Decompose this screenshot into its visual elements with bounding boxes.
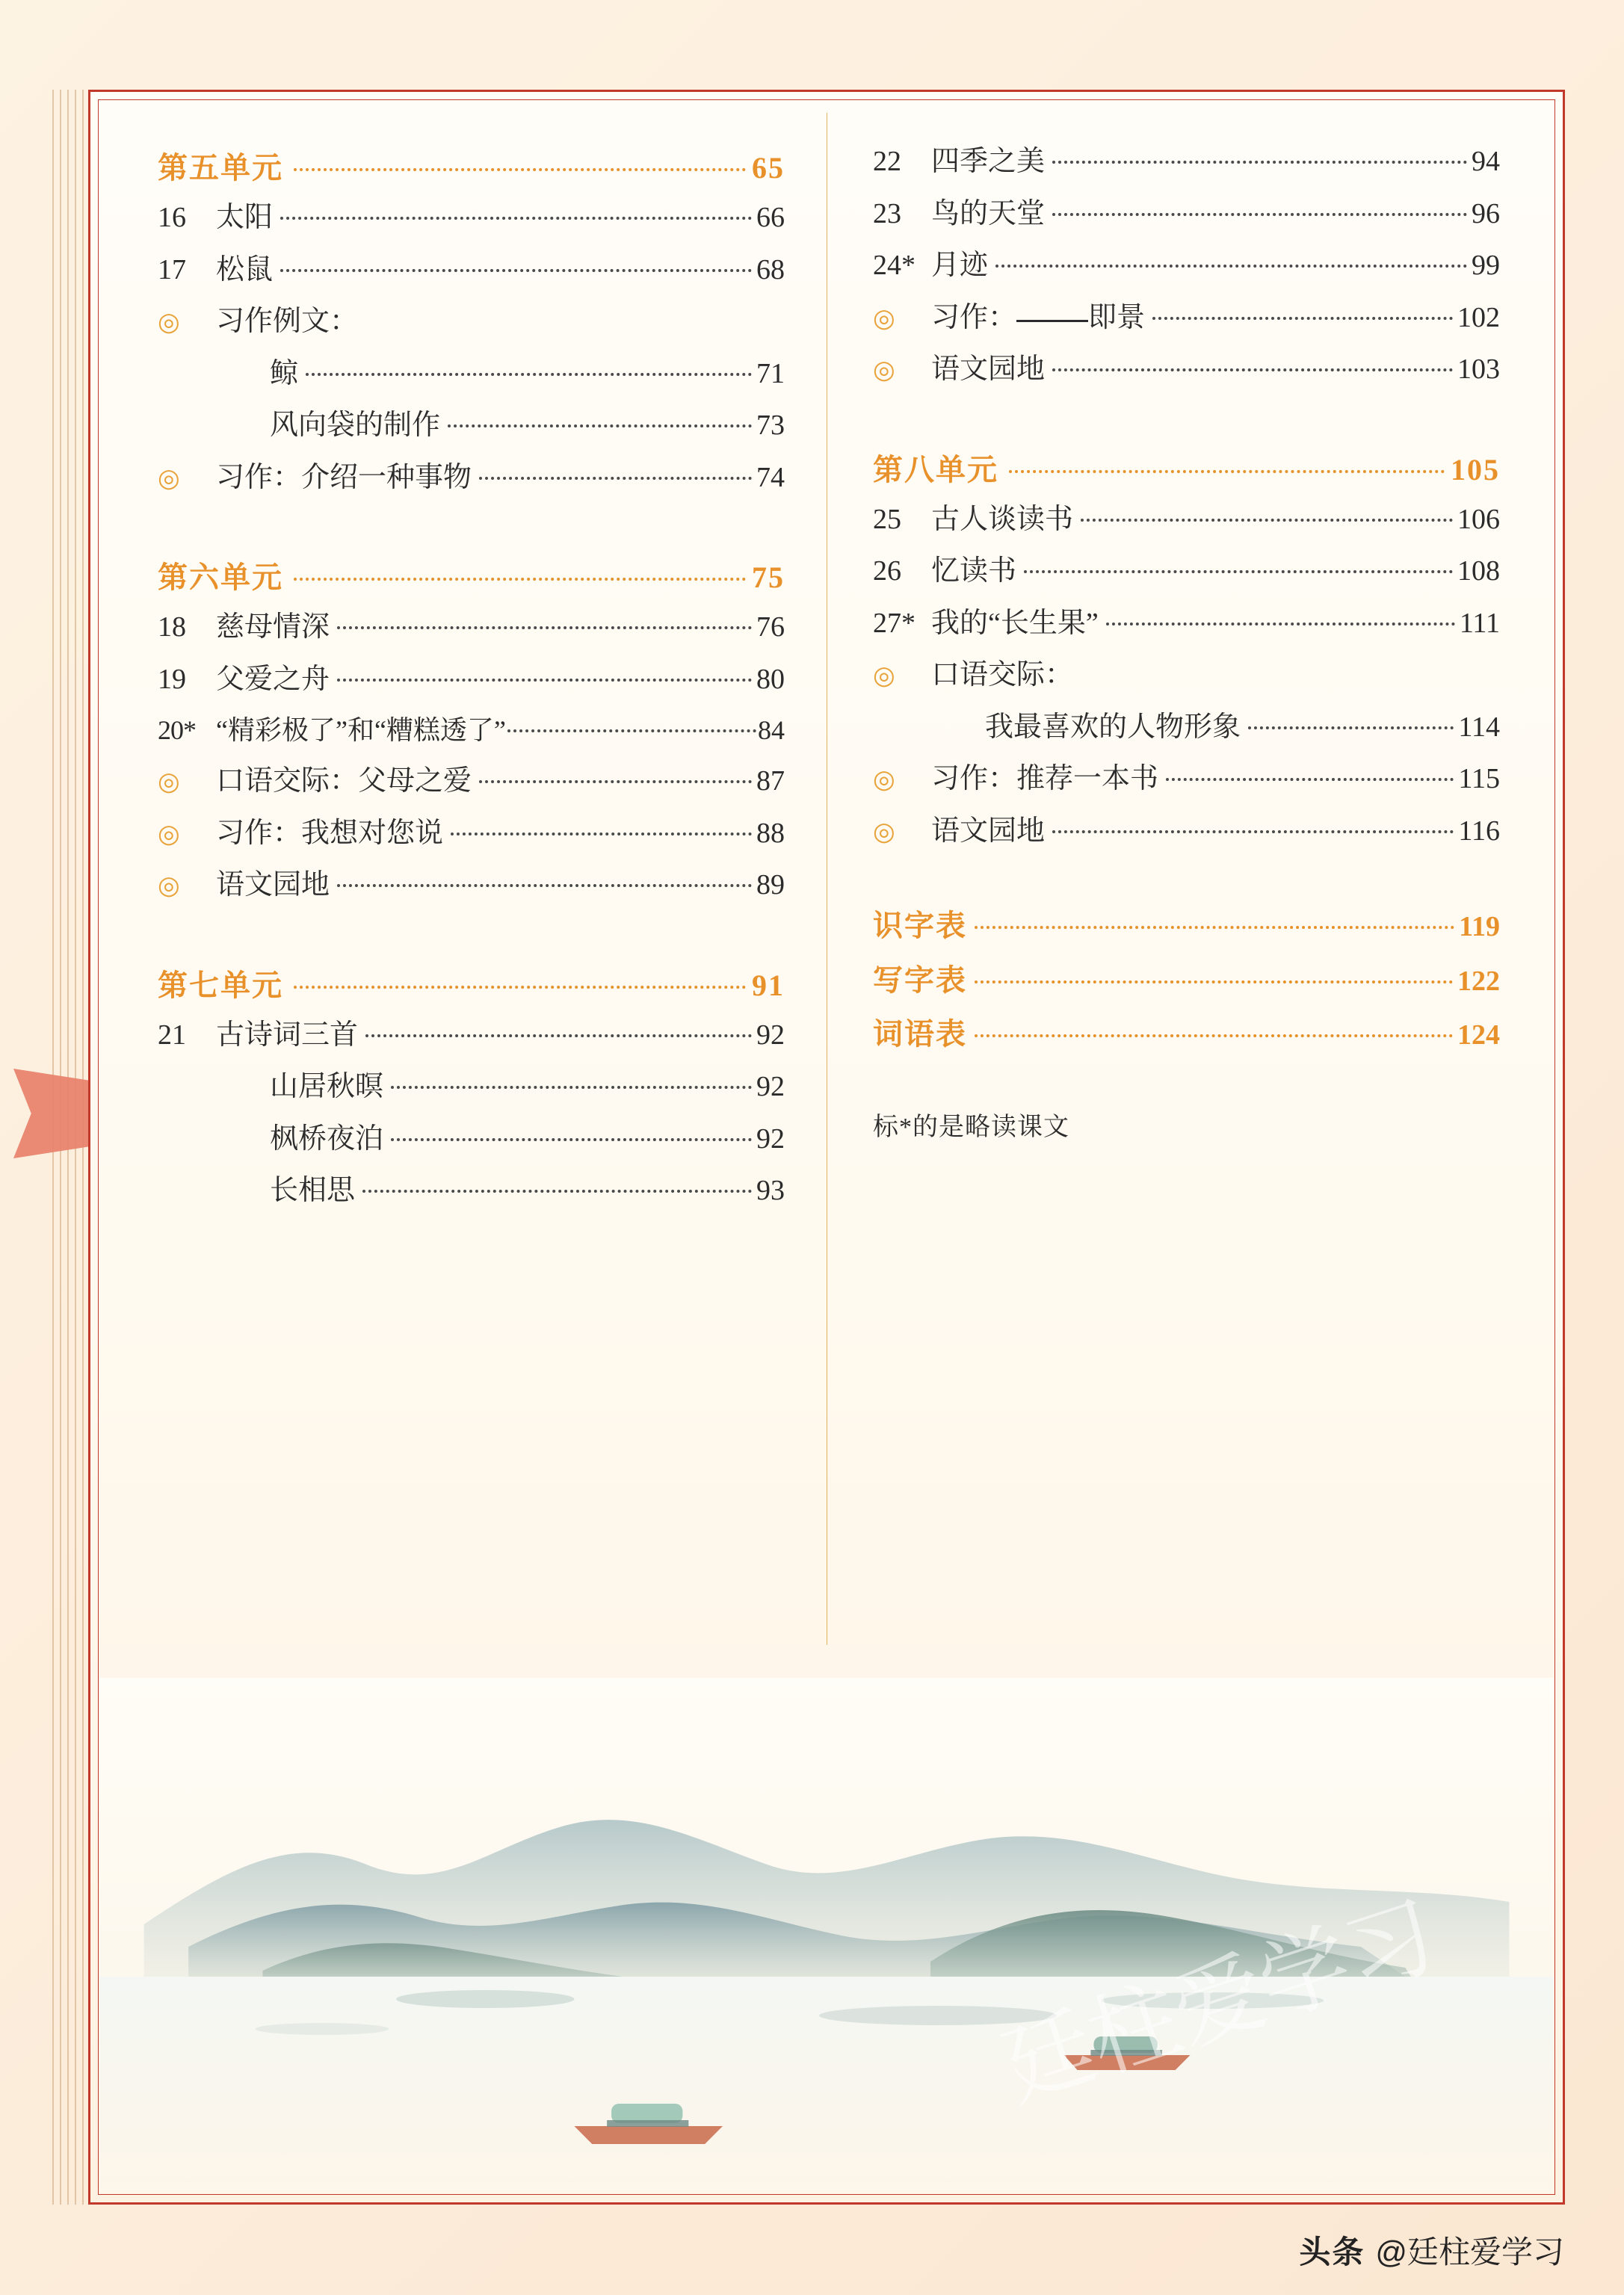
entry-page: 87 [756, 765, 785, 797]
toc-entry[interactable] [158, 304, 785, 340]
leader-dots [306, 373, 752, 376]
toc-entry[interactable] [158, 714, 785, 747]
leader-dots [391, 1138, 752, 1141]
toc-entry[interactable] [158, 764, 785, 800]
entry-title: 语文园地 [931, 353, 1046, 385]
entry-page: 119 [1459, 911, 1500, 942]
entry-page: 122 [1457, 965, 1500, 997]
entry-title: 长相思 [270, 1175, 356, 1206]
entry-title: 古人谈读书 [931, 503, 1074, 535]
entry-title: 松鼠 [216, 253, 274, 285]
toc-entry[interactable] [873, 710, 1500, 746]
leader-dots [337, 679, 752, 682]
entry-number: 20* [158, 715, 196, 745]
entry-title: 慈母情深 [216, 611, 330, 643]
entry-page: 92 [756, 1071, 785, 1102]
leader-dots [1052, 213, 1467, 216]
leader-dots [280, 217, 752, 220]
section-gap [158, 512, 785, 554]
entry-title: 习作：介绍一种事物 [216, 461, 472, 493]
entry-title: 语文园地 [931, 815, 1046, 847]
entry-page: 71 [756, 357, 785, 389]
backmatter-list [873, 907, 1500, 1054]
entry-page: 102 [1457, 301, 1500, 333]
leader-dots [479, 780, 752, 783]
toc-entry[interactable] [873, 300, 1500, 336]
landscape-illustration [99, 1678, 1554, 2193]
entry-number: 24* [873, 250, 916, 281]
entry-number: 26 [873, 555, 901, 587]
toc-entry[interactable] [873, 814, 1500, 850]
entry-title: 习作例文： [216, 306, 359, 337]
unit-heading-8-page: 105 [1451, 452, 1500, 487]
entry-title-suffix: 即景 [1088, 301, 1146, 333]
entry-page: 92 [756, 1019, 785, 1051]
entry-number: 27* [873, 607, 916, 639]
leader-dots [1052, 161, 1467, 164]
entry-page: 115 [1458, 763, 1500, 794]
footer-source: 头条 [1299, 2234, 1365, 2270]
entry-page: 111 [1459, 607, 1500, 639]
leader-dots [975, 926, 1454, 929]
entry-number: 19 [158, 663, 186, 695]
fill-in-blank [1016, 320, 1088, 322]
entry-title: 鲸 [270, 357, 299, 389]
footer-author: @廷柱爱学习 [1375, 2234, 1564, 2270]
toc-entry[interactable] [158, 1122, 785, 1158]
entry-page: 74 [756, 461, 785, 493]
bookmark-ribbon [13, 1069, 94, 1158]
entry-page: 96 [1472, 197, 1500, 229]
toc-entry[interactable] [158, 356, 785, 392]
circle-bullet-icon: ◎ [873, 662, 895, 690]
toc-entry[interactable] [873, 144, 1500, 180]
entry-page: 73 [756, 410, 785, 441]
entry-title: 口语交际：父母之爱 [216, 765, 472, 797]
entry-number: 17 [158, 253, 186, 285]
entry-page: 99 [1472, 250, 1500, 281]
entry-page: 124 [1457, 1019, 1500, 1051]
entry-number: 23 [873, 197, 901, 229]
toc-entry[interactable] [158, 1018, 785, 1054]
circle-bullet-icon: ◎ [873, 356, 895, 384]
entry-title: 习作：推荐一本书 [931, 763, 1159, 794]
footnote: 标*的是略读课文 [873, 1113, 1069, 1141]
unit-heading-8[interactable] [873, 446, 1500, 489]
toc-entry[interactable] [873, 554, 1500, 590]
entry-title: “精彩极了”和“糟糕透了” [216, 715, 506, 745]
toc-entry[interactable] [873, 352, 1500, 388]
entry-page: 76 [756, 611, 785, 643]
unit-heading-5-title: 第五单元 [158, 151, 283, 185]
section-gap [873, 404, 1500, 446]
toc-right-column [827, 122, 1533, 1639]
leader-dots [391, 1086, 752, 1089]
entry-number: 22 [873, 146, 901, 177]
entry-title: 语文园地 [216, 869, 330, 901]
watermark: 廷柱爱学习 [990, 1883, 1450, 2121]
toc-entry[interactable] [158, 610, 785, 646]
entry-page: 106 [1457, 503, 1500, 535]
entry-page: 68 [756, 253, 785, 285]
toc-entry[interactable] [873, 197, 1500, 232]
leader-dots [365, 1034, 752, 1037]
entry-title: 鸟的天堂 [931, 197, 1046, 229]
entry-number: 16 [158, 202, 186, 233]
leader-dots [1081, 519, 1453, 522]
leader-dots [1152, 317, 1453, 320]
content-frame [88, 90, 1565, 2205]
toc-entry[interactable] [158, 1173, 785, 1209]
entry-title: 山居秋暝 [270, 1071, 384, 1102]
leader-dots [362, 1190, 752, 1193]
entry-title: 风向袋的制作 [270, 410, 441, 441]
entry-page: 89 [756, 869, 785, 901]
entry-page: 94 [1472, 146, 1500, 177]
section-gap [158, 920, 785, 962]
unit-heading-5-page: 65 [752, 151, 785, 185]
circle-bullet-icon: ◎ [873, 304, 895, 333]
toc-entry[interactable] [873, 1016, 1500, 1054]
circle-bullet-icon: ◎ [873, 818, 895, 846]
circle-bullet-icon: ◎ [873, 766, 895, 794]
entry-title: 词语表 [873, 1017, 967, 1051]
leader-dots [975, 980, 1453, 983]
toc-entry[interactable] [873, 762, 1500, 797]
leader-dots [451, 833, 752, 835]
entry-page: 92 [756, 1122, 785, 1155]
leader-dots [479, 477, 752, 480]
unit-heading-6-title: 第六单元 [158, 560, 283, 594]
entry-title: 四季之美 [931, 146, 1046, 177]
unit-heading-7-page: 91 [752, 968, 785, 1002]
toc-entry[interactable] [158, 253, 785, 288]
section-gap [873, 865, 1500, 907]
leader-dots [1248, 726, 1454, 729]
toc-entry[interactable] [873, 962, 1500, 1000]
leader-dots [507, 729, 756, 732]
toc-entry[interactable] [873, 658, 1500, 694]
leader-dots [1106, 623, 1455, 626]
entry-title: 忆读书 [931, 555, 1017, 587]
leader-dots [448, 424, 752, 427]
leader-dots [995, 265, 1467, 268]
toc-entry[interactable] [158, 1069, 785, 1105]
leader-dots [1052, 830, 1454, 833]
circle-bullet-icon: ◎ [158, 872, 180, 900]
unit-heading-7[interactable] [158, 962, 785, 1004]
toc-entry[interactable] [873, 907, 1500, 945]
entry-page: 80 [756, 663, 785, 695]
circle-bullet-icon: ◎ [158, 820, 180, 848]
unit-heading-6[interactable] [158, 554, 785, 596]
footer-credit [1299, 2228, 1564, 2273]
entry-title: 父爱之舟 [216, 663, 330, 695]
entry-title: 习作： [931, 301, 1017, 333]
unit-heading-7-title: 第七单元 [158, 968, 283, 1002]
toc-entry[interactable] [873, 606, 1500, 642]
leader-dots [975, 1034, 1453, 1037]
entry-title: 写字表 [873, 963, 967, 997]
entry-page: 103 [1457, 353, 1500, 385]
entry-page: 88 [756, 817, 785, 849]
entry-number: 18 [158, 611, 186, 643]
toc-columns [120, 122, 1533, 1639]
circle-bullet-icon: ◎ [158, 768, 180, 796]
entry-page: 116 [1458, 815, 1500, 847]
leader-dots [337, 626, 752, 629]
leader-dots [1024, 570, 1453, 573]
unit-heading-8-title: 第八单元 [873, 452, 998, 487]
entry-page: 93 [756, 1175, 785, 1206]
unit-heading-6-page: 75 [752, 560, 785, 594]
toc-entry[interactable] [158, 816, 785, 852]
leader-dots [1166, 778, 1454, 781]
entry-title: 我最喜欢的人物形象 [985, 711, 1241, 743]
toc-entry[interactable] [158, 200, 785, 236]
leader-dots [337, 884, 752, 887]
toc-entry[interactable] [158, 868, 785, 904]
entry-page: 66 [756, 202, 785, 233]
toc-entry[interactable] [873, 248, 1500, 284]
entry-number: 25 [873, 503, 901, 535]
unit-heading-5[interactable] [158, 144, 785, 187]
entry-title: 古诗词三首 [216, 1019, 359, 1051]
entry-page: 108 [1457, 555, 1500, 587]
entry-number: 21 [158, 1019, 186, 1051]
toc-entry[interactable] [158, 460, 785, 496]
toc-left-column [120, 122, 827, 1639]
circle-bullet-icon: ◎ [158, 309, 180, 336]
entry-title: 我的“长生果” [931, 607, 1099, 639]
leader-dots [294, 986, 746, 989]
entry-title: 太阳 [216, 202, 274, 233]
circle-bullet-icon: ◎ [158, 464, 180, 492]
toc-entry[interactable] [873, 502, 1500, 538]
entry-page: 84 [758, 715, 785, 745]
entry-title: 习作：我想对您说 [216, 817, 444, 849]
entry-title: 月迹 [931, 250, 989, 281]
leader-dots [1009, 470, 1445, 473]
leader-dots [294, 168, 746, 171]
entry-title: 口语交际： [931, 659, 1074, 691]
leader-dots [294, 578, 746, 581]
toc-entry[interactable] [158, 408, 785, 444]
entry-title: 枫桥夜泊 [270, 1122, 384, 1155]
toc-entry[interactable] [158, 662, 785, 698]
leader-dots [280, 269, 752, 272]
entry-title: 识字表 [873, 909, 967, 942]
leader-dots [1052, 368, 1453, 371]
entry-page: 114 [1458, 711, 1500, 743]
